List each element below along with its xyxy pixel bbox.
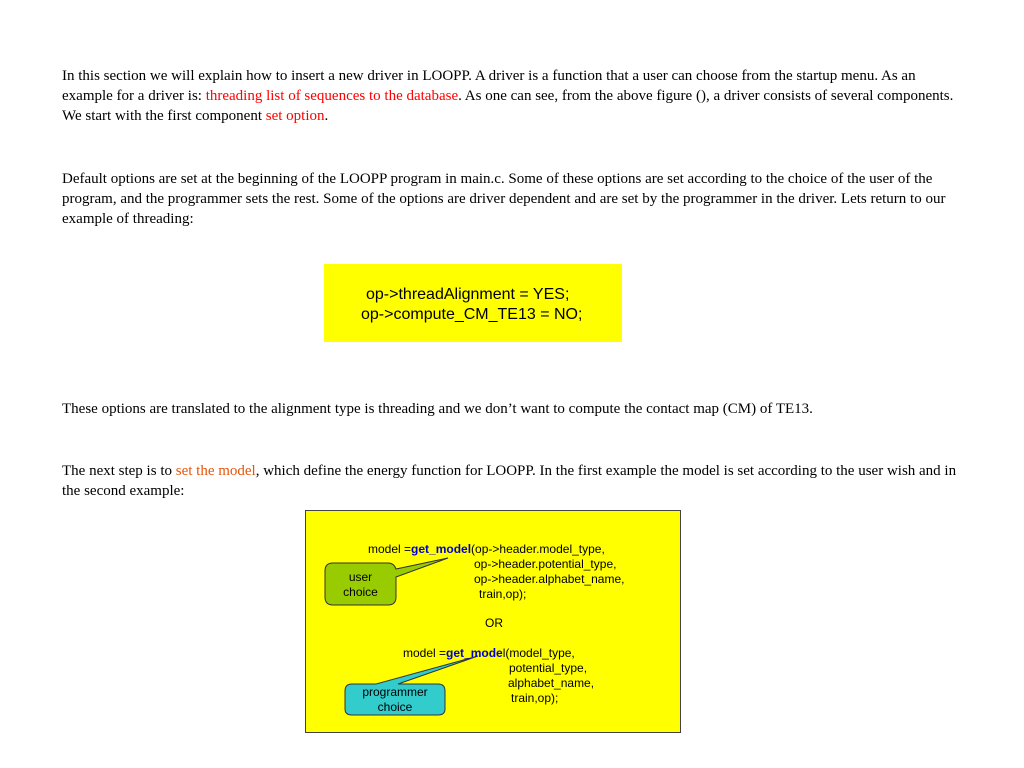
example1-line1: model =get_model(op->header.model_type, bbox=[368, 542, 605, 556]
threading-list-link[interactable]: threading list of sequences to the database bbox=[205, 88, 459, 104]
intro-text-c: . bbox=[324, 108, 329, 124]
model-text-b: , which define the energy function for LOOPP. In the first example the model is set according to the user wish and in the second example: bbox=[62, 463, 957, 499]
get-model-function-name: get_model bbox=[411, 542, 472, 556]
intro-text-b: . As one can see, from the above figure (), a driver consists of several components. We start with the first component bbox=[62, 88, 954, 124]
default-options-paragraph: Default options are set at the beginning of the LOOPP program in main.c. Some of these options are set according to the choice of the user of the program, and the programmer sets the rest. Some of the options are driver dependent and are set by the programmer in the driver. Lets return to our example of threading: bbox=[62, 171, 946, 227]
example1-line4: train,op); bbox=[479, 587, 527, 601]
user-choice-label: user choice bbox=[343, 570, 378, 599]
model-paragraph bbox=[62, 461, 962, 501]
set-the-model-link[interactable]: set the model bbox=[175, 463, 256, 479]
example2-line3: alphabet_name, bbox=[508, 676, 595, 690]
example2-line1: model =get_model(model_type, bbox=[403, 646, 575, 660]
intro-paragraph bbox=[62, 66, 962, 126]
options-code-box bbox=[324, 264, 622, 342]
code-line-compute-cm: op->compute_CM_TE13 = NO; bbox=[361, 306, 583, 323]
intro-text-a: In this section we will explain how to insert a new driver in LOOPP. A driver is a function that a user can choose from the startup menu. As an example for a driver is: bbox=[62, 68, 916, 104]
code-line-thread-alignment: op->threadAlignment = YES; bbox=[366, 286, 570, 303]
model-code-box bbox=[305, 510, 681, 733]
example1-line3: op->header.alphabet_name, bbox=[474, 572, 625, 586]
programmer-choice-label: programmer choice bbox=[362, 685, 428, 714]
example1-line2: op->header.potential_type, bbox=[474, 557, 617, 571]
set-option-link[interactable]: set option bbox=[265, 108, 325, 124]
example2-line2: potential_type, bbox=[509, 661, 588, 675]
model-text-a: The next step is to bbox=[62, 463, 176, 479]
get-mode-function-name: get_mode bbox=[446, 646, 503, 660]
options-explanation-paragraph: These options are translated to the alignment type is threading and we don’t want to compute the contact map (CM) of TE13. bbox=[62, 401, 813, 417]
or-label: OR bbox=[485, 616, 503, 630]
example2-line4: train,op); bbox=[511, 691, 559, 705]
